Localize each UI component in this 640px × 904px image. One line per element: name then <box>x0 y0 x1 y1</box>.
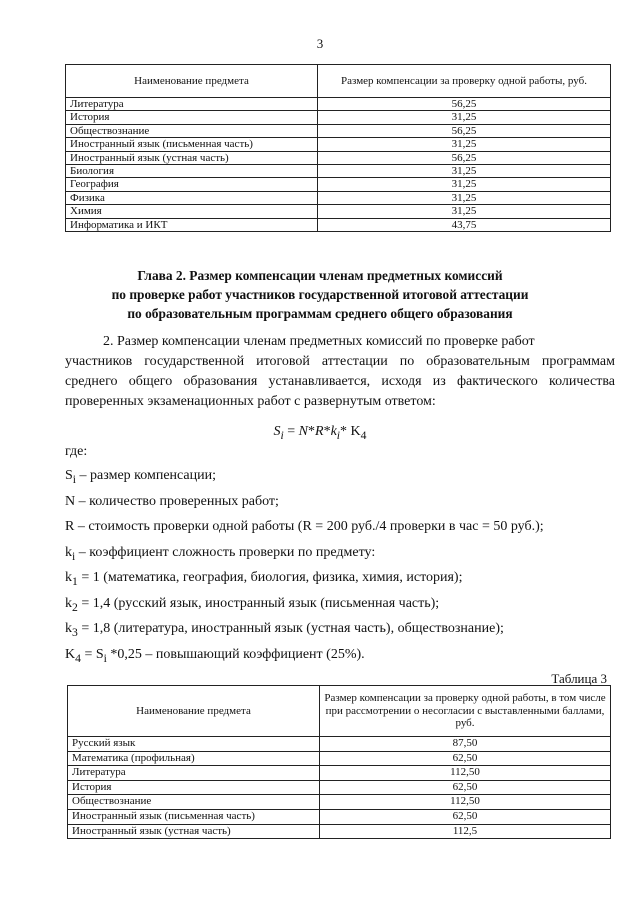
amount-cell: 112,5 <box>320 824 611 839</box>
compensation-table-1 <box>65 64 611 232</box>
subject-cell: Обществознание <box>66 124 318 137</box>
amount-cell: 56,25 <box>318 98 611 111</box>
subject-cell: Информатика и ИКТ <box>66 218 318 231</box>
subject-cell: Русский язык <box>68 737 320 752</box>
amount-cell: 31,25 <box>318 191 611 204</box>
definition-k4: $K_4 = S_i$ *0,25 – повышающий коэффициент (25%). <box>65 647 365 665</box>
amount-cell: 62,50 <box>320 780 611 795</box>
amount-cell: 62,50 <box>320 751 611 766</box>
table-row <box>66 111 611 124</box>
definition-ki: $k_i$ – коэффициент сложность проверки по предмету: <box>65 545 376 563</box>
subject-cell: Литература <box>68 766 320 781</box>
amount-cell: 31,25 <box>318 205 611 218</box>
paragraph-body: участников государственной итоговой аттестации по образовательным программам среднего общего образования устанавливается, исходя из фактического количества проверенных экзаменационных работ с развернутым ответом: <box>65 354 615 409</box>
subject-cell: Математика (профильная) <box>68 751 320 766</box>
subject-cell: Обществознание <box>68 795 320 810</box>
definition-n: N – количество проверенных работ; <box>65 494 279 509</box>
subject-cell: География <box>66 178 318 191</box>
page-number: 3 <box>316 36 324 51</box>
amount-cell: 31,25 <box>318 178 611 191</box>
table-row <box>66 124 611 137</box>
amount-cell: 56,25 <box>318 151 611 164</box>
amount-cell: 87,50 <box>320 737 611 752</box>
subject-cell: Иностранный язык (устная часть) <box>68 824 320 839</box>
definition-k1: $k_1 = 1$ (математика, география, биология, физика, химия, история); <box>65 570 463 588</box>
subject-cell: История <box>68 780 320 795</box>
compensation-formula: $S_i = N*R*k_i*$ $K_4$ <box>273 424 367 442</box>
table-header-row <box>68 686 611 737</box>
table-row <box>68 737 611 752</box>
table-row <box>68 809 611 824</box>
amount-cell: 31,25 <box>318 165 611 178</box>
subject-cell: История <box>66 111 318 124</box>
amount-cell: 112,50 <box>320 795 611 810</box>
amount-cell: 112,50 <box>320 766 611 781</box>
subject-cell: Физика <box>66 191 318 204</box>
table-row <box>68 766 611 781</box>
table-row <box>66 138 611 151</box>
amount-cell: 31,25 <box>318 138 611 151</box>
column-header-subject: Наименование предмета <box>68 686 320 737</box>
compensation-table-3 <box>67 685 611 839</box>
table-row <box>66 205 611 218</box>
table-row <box>66 178 611 191</box>
table-row <box>68 780 611 795</box>
subject-cell: Биология <box>66 165 318 178</box>
table-row <box>68 795 611 810</box>
paragraph-first-line: 2. Размер компенсации членам предметных комиссий по проверке работ <box>103 334 535 349</box>
subject-cell: Иностранный язык (устная часть) <box>66 151 318 164</box>
amount-cell: 31,25 <box>318 111 611 124</box>
table-row <box>68 751 611 766</box>
table-row <box>68 824 611 839</box>
definition-r: R – стоимость проверки одной работы (R = 200 руб./4 проверки в час = 50 руб.); <box>65 519 544 534</box>
subject-cell: Химия <box>66 205 318 218</box>
definition-k2: $k_2 = 1,4$ (русский язык, иностранный язык (письменная часть); <box>65 596 440 614</box>
table-row <box>66 98 611 111</box>
definition-k3: $k_3 = 1,8$ (литература, иностранный язык (устная часть), обществознание); <box>65 621 504 639</box>
table-header-row <box>66 65 611 98</box>
table-row <box>66 218 611 231</box>
chapter-heading-line-3: по образовательным программам среднего общего образования <box>127 306 513 321</box>
amount-cell: 43,75 <box>318 218 611 231</box>
table-row <box>66 191 611 204</box>
chapter-heading-line-1: Глава 2. Размер компенсации членам предметных комиссий <box>137 268 503 283</box>
column-header-subject: Наименование предмета <box>66 65 318 98</box>
amount-cell: 56,25 <box>318 124 611 137</box>
amount-cell: 62,50 <box>320 809 611 824</box>
definition-si: $S_i$ – размер компенсации; <box>65 468 217 486</box>
subject-cell: Литература <box>66 98 318 111</box>
chapter-heading-line-2: по проверке работ участников государственной итоговой аттестации <box>111 287 529 302</box>
column-header-amount: Размер компенсации за проверку одной работы, в том числе при рассмотрении о несогласии с выставленными баллами, руб. <box>320 686 611 737</box>
table-row <box>66 151 611 164</box>
table-row <box>66 165 611 178</box>
table-caption: Таблица 3 <box>551 671 607 686</box>
column-header-amount: Размер компенсации за проверку одной работы, руб. <box>318 65 611 98</box>
where-label: где: <box>65 444 88 459</box>
subject-cell: Иностранный язык (письменная часть) <box>66 138 318 151</box>
subject-cell: Иностранный язык (письменная часть) <box>68 809 320 824</box>
